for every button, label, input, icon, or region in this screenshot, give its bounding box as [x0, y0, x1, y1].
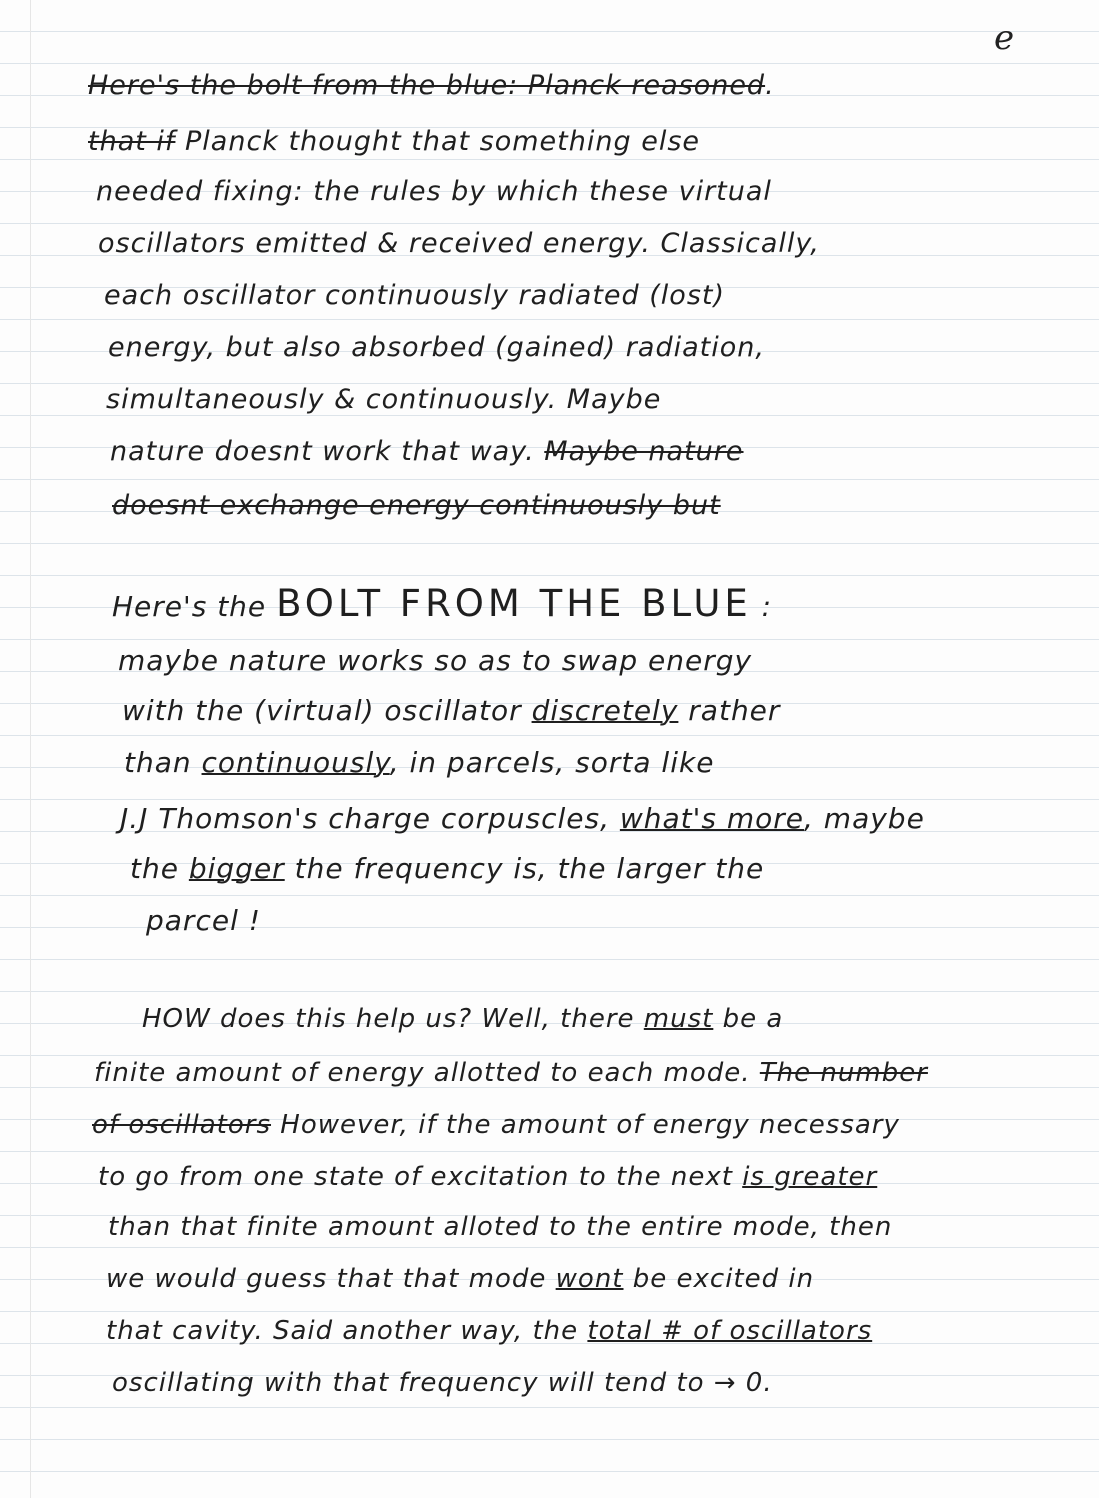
text-fragment: J.J Thomson's charge corpuscles,: [120, 802, 620, 835]
para1-line-2: [88, 126, 700, 157]
text-fragment: .: [765, 70, 775, 101]
struck-text: Here's the bolt from the blue: Planck reasoned: [88, 70, 766, 101]
underlined-text: total # of oscillators: [587, 1316, 873, 1346]
para2-line-5: [120, 802, 925, 835]
text-fragment: than: [124, 746, 202, 779]
bolt-heading: BOLT FROM THE BLUE: [276, 582, 752, 625]
text-fragment: , in parcels, sorta like: [389, 746, 715, 779]
text-fragment: HOW does this help us? Well, there: [142, 1004, 644, 1034]
underlined-text: bigger: [188, 852, 285, 885]
text-fragment: we would guess that that mode: [106, 1264, 556, 1294]
corner-mark: e: [994, 18, 1015, 58]
text-fragment: Planck thought that something else: [175, 126, 700, 157]
text-fragment: rather: [678, 694, 781, 727]
para2-line-3: [122, 694, 780, 727]
text-fragment: be a: [713, 1004, 784, 1034]
para1-line-6: energy, but also absorbed (gained) radiation,: [108, 332, 765, 363]
text-fragment: the frequency is, the larger the: [284, 852, 765, 885]
para1-line-7: simultaneously & continuously. Maybe: [106, 384, 662, 415]
underlined-text: must: [643, 1004, 714, 1034]
page-margin-line: [30, 0, 31, 1498]
struck-text: Maybe nature: [544, 436, 744, 467]
text-fragment: be excited in: [623, 1264, 815, 1294]
underlined-text: continuously: [201, 746, 390, 779]
para3-line-8: oscillating with that frequency will tend to → 0.: [112, 1368, 773, 1398]
para3-line-4: [98, 1162, 877, 1192]
text-fragment: with the (virtual) oscillator: [122, 694, 532, 727]
para2-line-1: [112, 582, 772, 625]
struck-text: doesnt exchange energy continuously but: [112, 490, 721, 521]
text-fragment: that cavity. Said another way, the: [106, 1316, 588, 1346]
underlined-text: is greater: [742, 1162, 878, 1192]
para2-line-6: [130, 852, 764, 885]
underlined-text: wont: [555, 1264, 624, 1294]
struck-text: of oscillators: [92, 1110, 272, 1140]
para3-line-7: [106, 1316, 872, 1346]
text-fragment: finite amount of energy allotted to each mode.: [94, 1058, 760, 1088]
text-fragment: nature doesnt work that way.: [110, 436, 545, 467]
para3-line-2: [94, 1058, 928, 1088]
para2-line-4: [124, 746, 714, 779]
underlined-text: discretely: [531, 694, 679, 727]
para3-line-6: [106, 1264, 814, 1294]
para1-line-3: needed fixing: the rules by which these virtual: [96, 176, 772, 207]
para2-line-7: parcel !: [146, 904, 261, 937]
text-fragment: the: [130, 852, 189, 885]
para1-line-9: [112, 490, 721, 521]
para3-line-1: [142, 1004, 783, 1034]
text-fragment: :: [751, 590, 773, 623]
struck-text: that if: [88, 126, 176, 157]
para1-line-4: oscillators emitted & received energy. Classically,: [98, 228, 820, 259]
para3-line-3: [92, 1110, 900, 1140]
para1-line-5: each oscillator continuously radiated (lost): [104, 280, 726, 311]
para1-line-8: [110, 436, 744, 467]
struck-text: The number: [759, 1058, 928, 1088]
text-fragment: to go from one state of excitation to the next: [98, 1162, 743, 1192]
text-fragment: Here's the: [112, 590, 277, 623]
underlined-text: what's more: [619, 802, 804, 835]
para1-line-1: [88, 70, 775, 101]
para3-line-5: than that finite amount alloted to the entire mode, then: [108, 1212, 893, 1242]
para2-line-2: maybe nature works so as to swap energy: [118, 644, 753, 677]
text-fragment: However, if the amount of energy necessary: [271, 1110, 900, 1140]
text-fragment: , maybe: [804, 802, 925, 835]
